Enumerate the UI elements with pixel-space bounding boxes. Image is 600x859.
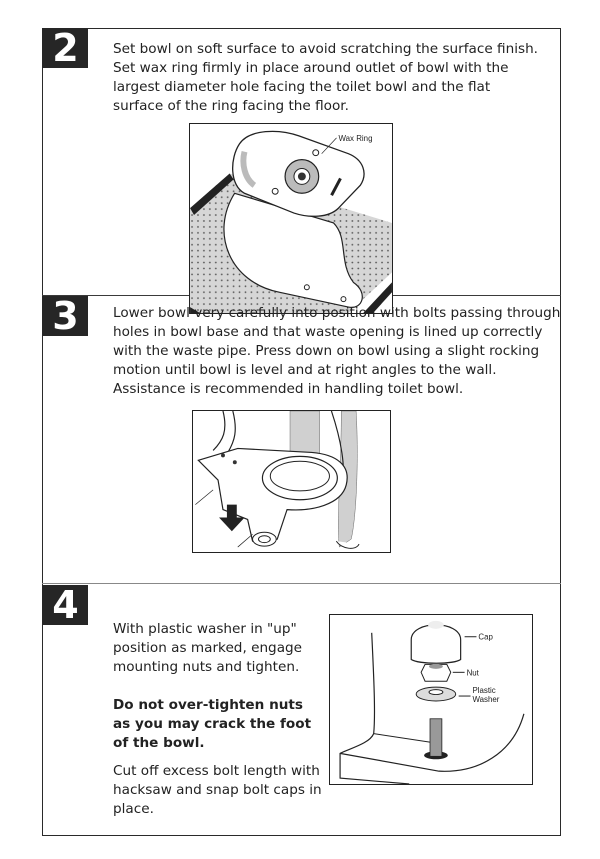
step-4-text-1: With plastic washer in "up" position as marked, engage mounting nuts and tighten. xyxy=(113,621,303,675)
wax-ring-label: Wax Ring xyxy=(338,133,373,143)
step-4-text-3: Cut off excess bolt length with hacksaw and snap bolt caps in place. xyxy=(113,763,322,817)
plastic-washer-label-line2: Washer xyxy=(472,694,500,704)
step-2-illustration xyxy=(189,123,393,314)
plastic-washer-label-line1: Plastic xyxy=(472,686,496,696)
cap-label: Cap xyxy=(478,632,493,642)
toilet-bowl-upside-down-with-wax-ring-icon xyxy=(190,124,392,313)
step-3-text: Lower bowl very carefully into position with bolts passing through holes in bowl base and that waste opening is lined up correctly with the waste pipe. Press down on bowl using a slight rocking motion until bowl is level and at right angles to the wall. Assistance is recommended in handling toilet bowl. xyxy=(113,305,561,397)
step-number-badge: 3 xyxy=(42,296,88,336)
step-4-illustration xyxy=(329,614,533,785)
step-3-illustration xyxy=(192,410,391,553)
step-2-text: Set bowl on soft surface to avoid scratching the surface finish. Set wax ring firmly in place around outlet of bowl with the largest diameter hole facing the toilet bowl and the flat surface of the ring facing the floor. xyxy=(113,41,539,114)
step-number-badge: 4 xyxy=(42,585,88,625)
step-4-warning: Do not over-tighten nuts as you may crack the foot of the bowl. xyxy=(113,697,312,751)
step-number-badge: 2 xyxy=(42,28,88,68)
bolt-cap-nut-washer-exploded-icon xyxy=(330,615,532,784)
person-lowering-toilet-bowl-icon xyxy=(193,411,390,552)
nut-label: Nut xyxy=(466,668,479,678)
section-divider xyxy=(42,583,561,584)
